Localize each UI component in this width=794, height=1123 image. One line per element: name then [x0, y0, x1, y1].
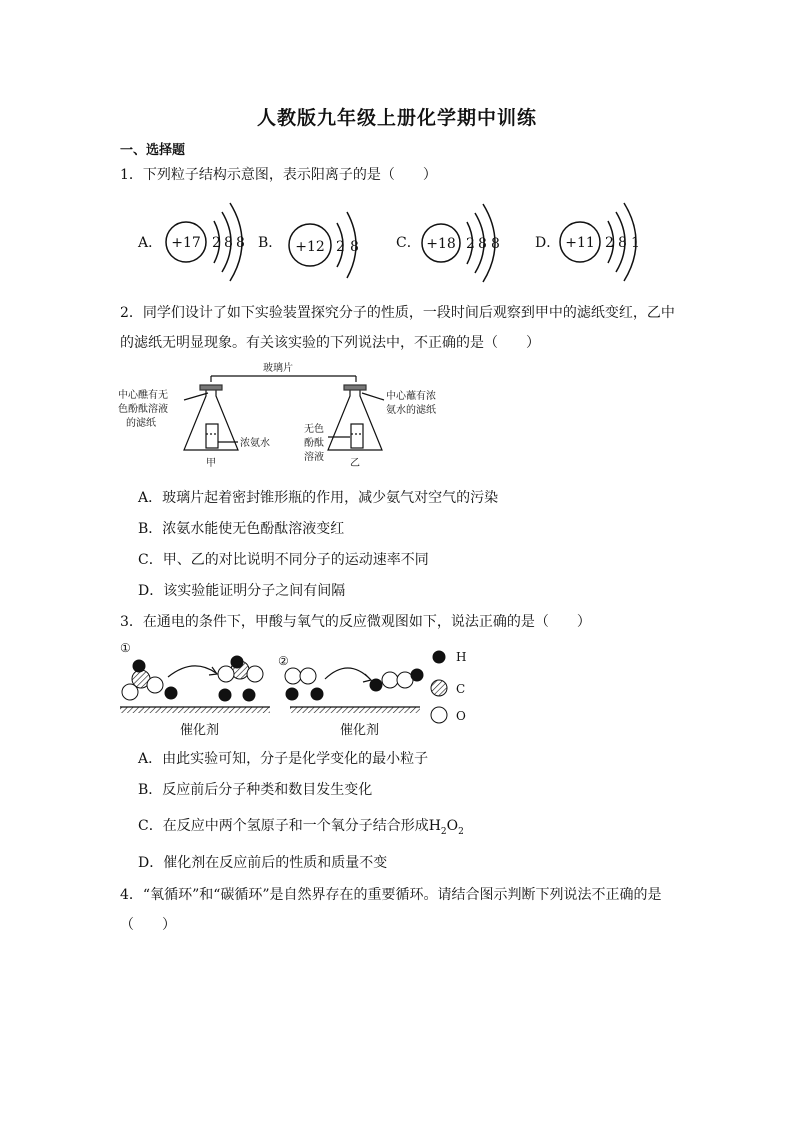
legend-h-label: H: [456, 650, 467, 664]
question-3-stem: 3．在通电的条件下，甲酸与氧气的反应微观图如下，说法正确的是（ ）: [120, 614, 591, 630]
question-2-stem-line1: 2．同学们设计了如下实验装置探究分子的性质，一段时间后观察到甲中的滤纸变红，乙中: [120, 305, 675, 321]
legend-c-label: C: [456, 682, 466, 696]
q2-option-a: A．玻璃片起着密封锥形瓶的作用，减少氨气对空气的污染: [138, 490, 499, 506]
q2-option-d: D．该实验能证明分子之间有间隔: [138, 583, 346, 599]
flask-jia-label: 甲: [206, 458, 216, 469]
phenol-label-line1: 无色: [304, 424, 324, 435]
shell-b-1: 2: [336, 239, 345, 255]
q3-reaction-figure: [118, 637, 478, 743]
shell-b-2: 8: [350, 239, 359, 255]
shell-a-1: 2: [212, 235, 221, 251]
page-title: 人教版九年级上册化学期中训练: [256, 107, 537, 129]
option-a-letter: A．: [138, 235, 163, 251]
question-2-stem-line2: 的滤纸无明显现象。有关该实验的下列说法中，不正确的是（ ）: [120, 335, 540, 351]
section-heading: 一、选择题: [120, 143, 186, 158]
q3-option-a: A．由此实验可知，分子是化学变化的最小粒子: [138, 751, 429, 767]
legend-c-symbol: [431, 680, 447, 696]
step-2-marker: ②: [278, 654, 289, 668]
q3-option-c-text: C．在反应中两个氢原子和一个氧分子结合形成H: [138, 818, 441, 834]
legend-h-symbol: [433, 651, 445, 663]
legend-o-symbol: [431, 707, 447, 723]
option-b-letter: B．: [258, 235, 283, 251]
glass-plate-label: 玻璃片: [263, 363, 293, 374]
shell-c-1: 2: [466, 236, 475, 252]
right-label-line1: 中心蘸有浓: [386, 391, 436, 402]
q3-option-c-sub1: 2: [440, 826, 447, 837]
q2-option-b: B．浓氨水能使无色酚酞溶液变红: [138, 521, 345, 537]
nucleus-d-charge: +11: [565, 235, 595, 251]
shell-d-1: 2: [605, 235, 614, 251]
left-label-line3: 的滤纸: [126, 418, 156, 429]
q3-option-c-sub2: 2: [458, 826, 464, 837]
nucleus-a-charge: +17: [171, 235, 201, 251]
q3-option-d: D．催化剂在反应前后的性质和质量不变: [138, 855, 388, 871]
q2-option-c: C．甲、乙的对比说明不同分子的运动速率不同: [138, 552, 429, 568]
option-d-letter: D．: [535, 235, 561, 251]
nucleus-c-charge: +18: [426, 236, 456, 252]
left-label-line2: 色酚酞溶液: [118, 404, 168, 415]
legend-o-label: O: [456, 709, 466, 723]
question-4-stem: 4．“氧循环”和“碳循环”是自然界存在的重要循环。请结合图示判断下列说法不正确的是: [120, 887, 662, 903]
step-1-marker: ①: [120, 641, 131, 655]
shell-c-3: 8: [491, 236, 500, 252]
nucleus-b-charge: +12: [295, 239, 325, 255]
shell-d-3: 1: [631, 235, 640, 251]
q2-flask-experiment-figure: [118, 362, 436, 472]
phenol-label-line3: 溶液: [304, 452, 324, 463]
question-4-paren: （ ）: [120, 917, 176, 933]
q3-option-c-mid: O: [446, 818, 459, 834]
q1-atomic-structure-figure: [130, 195, 670, 290]
shell-a-2: 8: [224, 235, 233, 251]
shell-a-3: 8: [236, 235, 245, 251]
option-c-letter: C．: [396, 235, 421, 251]
right-label-line2: 氨水的滤纸: [386, 405, 436, 416]
ammonia-label: 浓氨水: [240, 438, 270, 449]
catalyst-label-2: 催化剂: [340, 723, 380, 738]
catalyst-label-1: 催化剂: [180, 723, 220, 738]
flask-yi-label: 乙: [350, 458, 360, 469]
q3-option-b: B．反应前后分子种类和数目发生变化: [138, 782, 373, 798]
question-1-stem: 1．下列粒子结构示意图，表示阳离子的是（ ）: [120, 167, 437, 183]
phenol-label-line2: 酚酞: [304, 438, 324, 449]
shell-d-2: 8: [618, 235, 627, 251]
shell-c-2: 8: [478, 236, 487, 252]
left-label-line1: 中心醮有无: [118, 390, 168, 401]
q3-option-c: [138, 815, 464, 837]
